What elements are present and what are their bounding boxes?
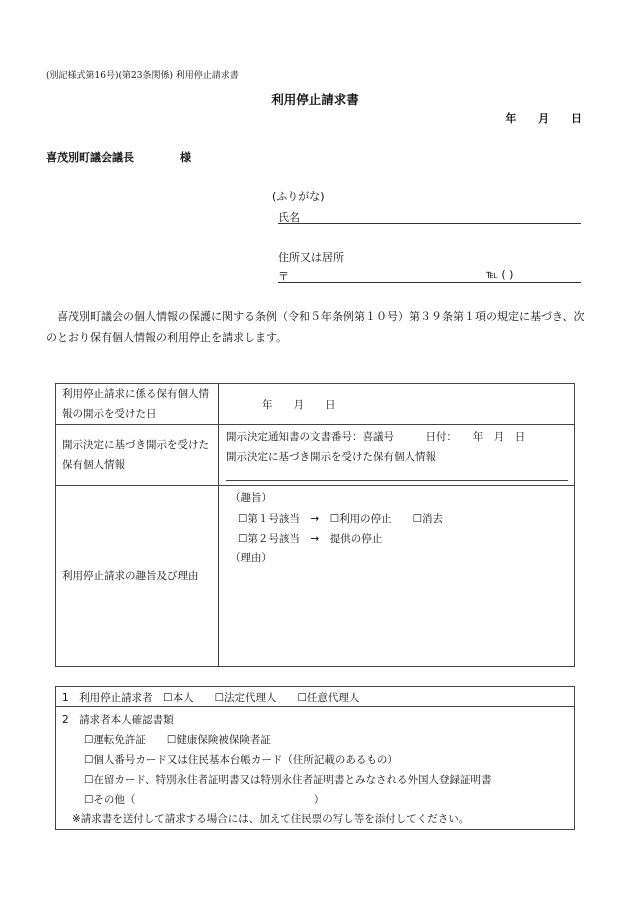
furigana-label: (ふりがな): [272, 190, 325, 203]
honorific: 様: [180, 151, 191, 164]
purpose-option-1[interactable]: ☐第１号該当 → ☐利用の停止 ☐消去: [238, 513, 444, 525]
requester-info-table: [55, 686, 575, 830]
reason-label: （理由）: [230, 552, 272, 564]
write-line: [226, 480, 568, 481]
table-row: [56, 425, 574, 486]
form-reference: (別記様式第16号)(第23条関係) 利用停止請求書: [46, 71, 239, 81]
disclosure-date-label: 利用停止請求に係る保有個人情報の開示を受けた日: [56, 384, 219, 424]
id-docs-title: 2 請求者本人確認書類: [62, 714, 174, 726]
name-label: 氏名: [278, 211, 300, 224]
disclosure-date-field[interactable]: [220, 384, 574, 424]
table-row: [56, 486, 574, 666]
request-statement: 喜茂別町議会の個人情報の保護に関する条例（令和５年条例第１０号）第３９条第１項の規定に基づき、次のとおり保有個人情報の利用停止を請求します。: [46, 310, 585, 344]
disclosed-info-line: 開示決定に基づき開示を受けた保有個人情報: [226, 451, 436, 463]
purpose-reason-label: 利用停止請求の趣旨及び理由: [56, 486, 219, 666]
addressee: [46, 149, 191, 165]
id-doc-option[interactable]: ☐運転免許証 ☐健康保険被保険者証: [84, 734, 271, 746]
requester-type-row[interactable]: 1 利用停止請求者 ☐本人 ☐法定代理人 ☐任意代理人: [62, 692, 360, 704]
disclosure-date-value: 年 月 日: [262, 399, 336, 411]
table-row: [56, 384, 574, 425]
disclosed-info-label: 開示決定に基づき開示を受けた保有個人情報: [56, 425, 219, 485]
document-title: 利用停止請求書: [271, 92, 359, 107]
notice-number-line: 開示決定通知書の文書番号：喜議号 日付： 年 月 日: [226, 431, 526, 443]
disclosed-info-field[interactable]: [220, 425, 574, 485]
purpose-option-2[interactable]: ☐第２号該当 → 提供の停止: [238, 533, 383, 545]
address-label: 住所又は居所: [278, 251, 344, 264]
purpose-reason-field[interactable]: [220, 486, 574, 666]
mail-note: ※請求書を送付して請求する場合には、加えて住民票の写し等を添付してください。: [72, 813, 470, 825]
date-line: 年 月 日: [505, 112, 582, 125]
id-doc-option[interactable]: ☐個人番号カード又は住民基本台帳カード（住所記載のあるもの）: [84, 754, 398, 766]
address-field[interactable]: [278, 268, 581, 283]
tel-label: ℡ ( ): [486, 268, 514, 281]
postal-mark: 〒: [278, 270, 289, 283]
id-doc-option[interactable]: ☐その他（ ）: [84, 794, 325, 806]
name-field[interactable]: [278, 209, 581, 224]
id-doc-option[interactable]: ☐在留カード、特別永住者証明書又は特別永住者証明書とみなされる外国人登録証明書: [84, 774, 492, 786]
purpose-label: （趣旨）: [230, 492, 272, 504]
request-detail-table: [55, 383, 575, 667]
row-divider: [56, 706, 574, 707]
addressee-name: 喜茂別町議会議長: [46, 151, 134, 164]
